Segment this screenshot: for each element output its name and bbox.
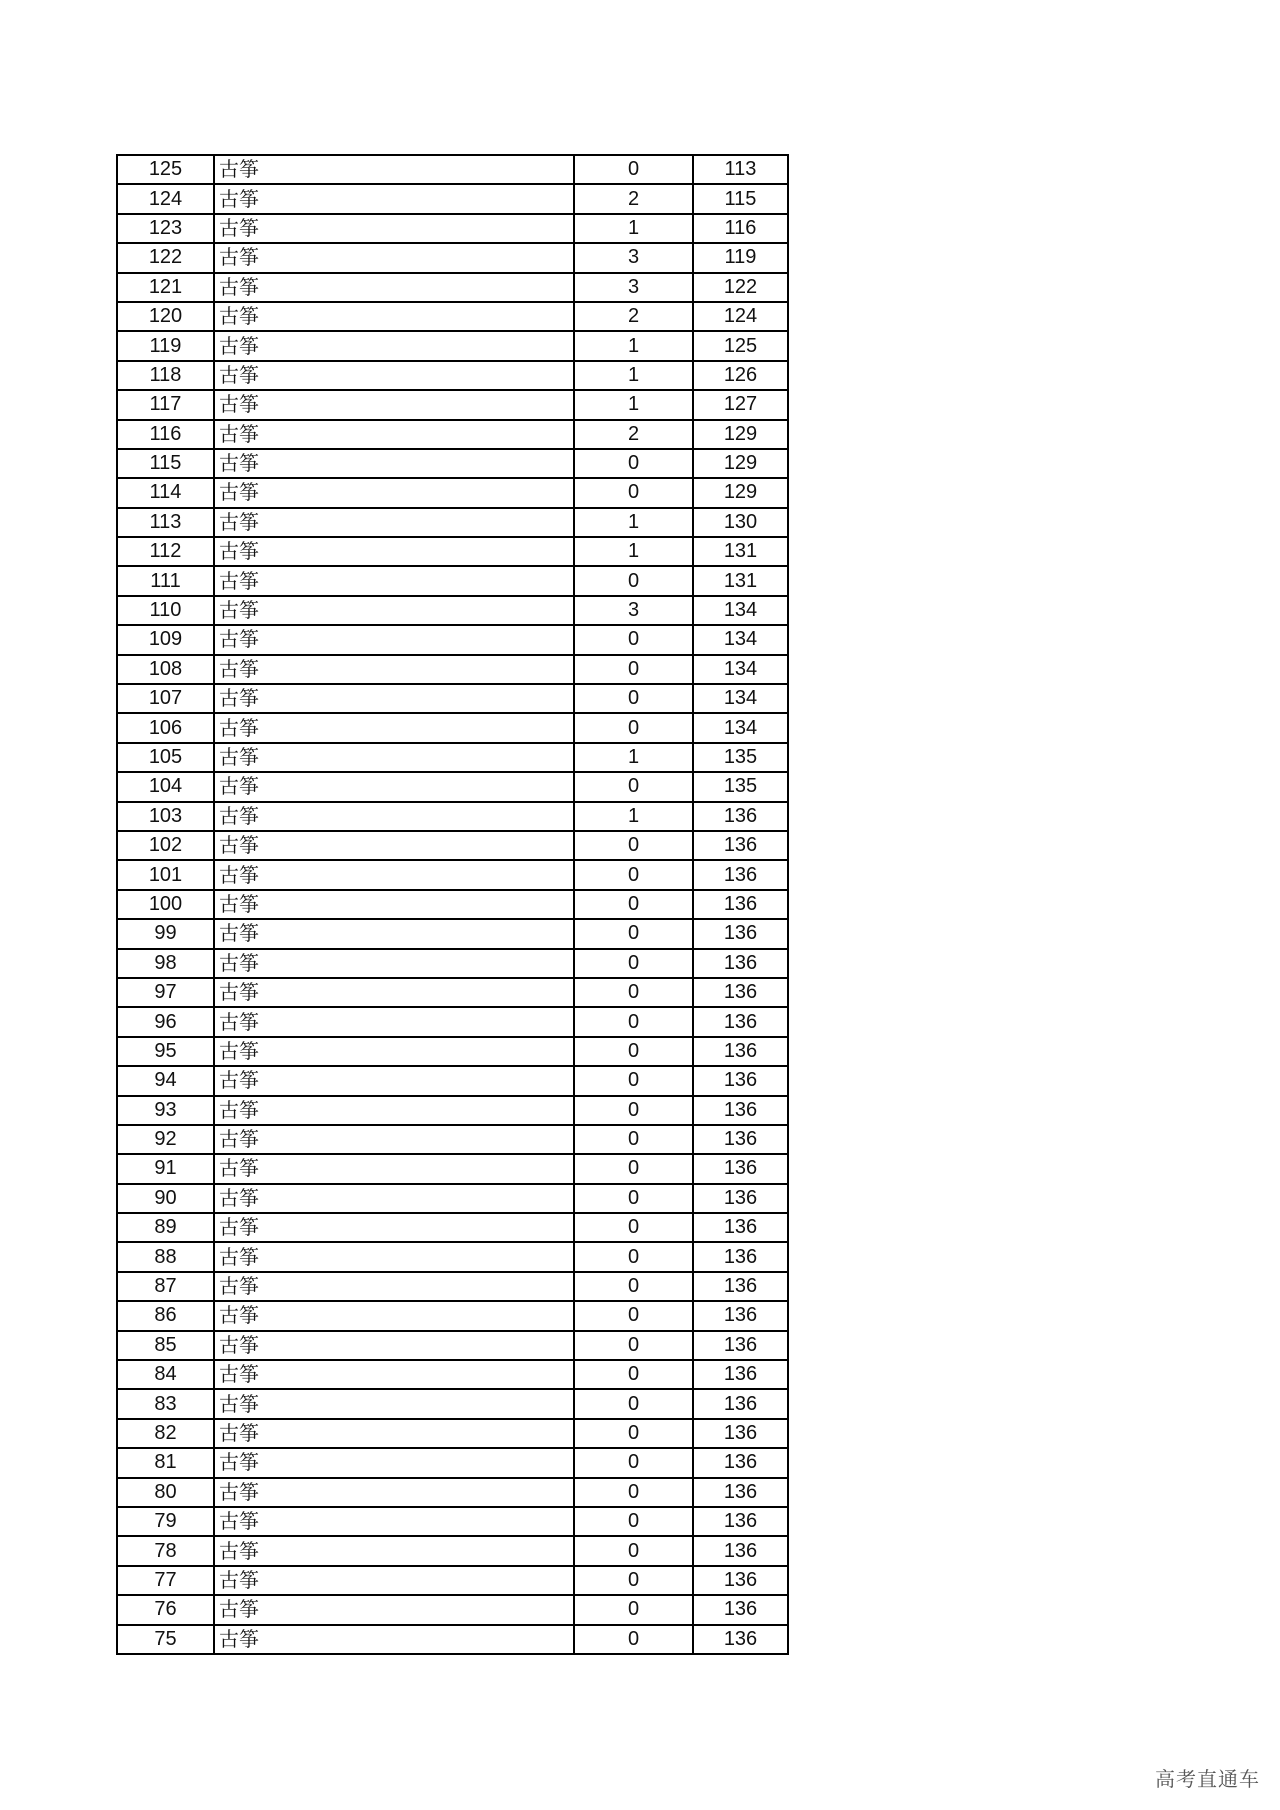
instrument-cell: 古筝 [214, 1272, 574, 1301]
score-cell: 125 [117, 155, 214, 184]
table-row [117, 1360, 788, 1389]
instrument-cell: 古筝 [214, 390, 574, 419]
instrument-cell: 古筝 [214, 155, 574, 184]
count-cell: 0 [574, 1154, 693, 1183]
table-row [117, 1125, 788, 1154]
instrument-cell: 古筝 [214, 1242, 574, 1271]
cumulative-cell: 126 [693, 361, 788, 390]
score-cell: 105 [117, 743, 214, 772]
count-cell: 0 [574, 713, 693, 742]
count-cell: 2 [574, 184, 693, 213]
cumulative-cell: 136 [693, 1007, 788, 1036]
cumulative-cell: 136 [693, 1301, 788, 1330]
table-row [117, 243, 788, 272]
instrument-cell: 古筝 [214, 1360, 574, 1389]
score-cell: 84 [117, 1360, 214, 1389]
table-row [117, 1419, 788, 1448]
count-cell: 1 [574, 361, 693, 390]
count-cell: 0 [574, 1037, 693, 1066]
cumulative-cell: 136 [693, 1331, 788, 1360]
count-cell: 0 [574, 1066, 693, 1095]
instrument-cell: 古筝 [214, 890, 574, 919]
score-cell: 99 [117, 919, 214, 948]
instrument-cell: 古筝 [214, 625, 574, 654]
instrument-cell: 古筝 [214, 1595, 574, 1624]
instrument-cell: 古筝 [214, 831, 574, 860]
count-cell: 3 [574, 596, 693, 625]
instrument-cell: 古筝 [214, 361, 574, 390]
count-cell: 0 [574, 1184, 693, 1213]
instrument-cell: 古筝 [214, 478, 574, 507]
cumulative-cell: 136 [693, 1536, 788, 1565]
score-cell: 79 [117, 1507, 214, 1536]
count-cell: 1 [574, 214, 693, 243]
count-cell: 0 [574, 978, 693, 1007]
cumulative-cell: 122 [693, 273, 788, 302]
instrument-cell: 古筝 [214, 420, 574, 449]
count-cell: 1 [574, 390, 693, 419]
table-row [117, 1507, 788, 1536]
cumulative-cell: 136 [693, 890, 788, 919]
count-cell: 0 [574, 655, 693, 684]
count-cell: 2 [574, 420, 693, 449]
count-cell: 0 [574, 155, 693, 184]
instrument-cell: 古筝 [214, 860, 574, 889]
count-cell: 0 [574, 1331, 693, 1360]
table-row [117, 919, 788, 948]
count-cell: 3 [574, 273, 693, 302]
instrument-cell: 古筝 [214, 1125, 574, 1154]
instrument-cell: 古筝 [214, 508, 574, 537]
score-cell: 112 [117, 537, 214, 566]
table-row [117, 214, 788, 243]
cumulative-cell: 136 [693, 978, 788, 1007]
instrument-cell: 古筝 [214, 331, 574, 360]
count-cell: 0 [574, 1448, 693, 1477]
count-cell: 0 [574, 1389, 693, 1418]
cumulative-cell: 134 [693, 713, 788, 742]
count-cell: 1 [574, 508, 693, 537]
score-cell: 83 [117, 1389, 214, 1418]
count-cell: 1 [574, 331, 693, 360]
score-cell: 115 [117, 449, 214, 478]
cumulative-cell: 136 [693, 1360, 788, 1389]
table-row [117, 831, 788, 860]
score-cell: 106 [117, 713, 214, 742]
count-cell: 0 [574, 1301, 693, 1330]
count-cell: 1 [574, 537, 693, 566]
cumulative-cell: 134 [693, 625, 788, 654]
score-cell: 75 [117, 1625, 214, 1654]
cumulative-cell: 115 [693, 184, 788, 213]
table-row [117, 1478, 788, 1507]
count-cell: 0 [574, 860, 693, 889]
score-cell: 109 [117, 625, 214, 654]
table-row [117, 978, 788, 1007]
cumulative-cell: 136 [693, 831, 788, 860]
score-cell: 113 [117, 508, 214, 537]
instrument-cell: 古筝 [214, 273, 574, 302]
table-row [117, 743, 788, 772]
count-cell: 0 [574, 1242, 693, 1271]
instrument-cell: 古筝 [214, 1096, 574, 1125]
cumulative-cell: 135 [693, 743, 788, 772]
cumulative-cell: 125 [693, 331, 788, 360]
cumulative-cell: 129 [693, 420, 788, 449]
instrument-cell: 古筝 [214, 1566, 574, 1595]
instrument-cell: 古筝 [214, 596, 574, 625]
count-cell: 0 [574, 1536, 693, 1565]
cumulative-cell: 129 [693, 449, 788, 478]
instrument-cell: 古筝 [214, 1448, 574, 1477]
cumulative-cell: 136 [693, 1507, 788, 1536]
cumulative-cell: 136 [693, 1096, 788, 1125]
instrument-cell: 古筝 [214, 214, 574, 243]
cumulative-cell: 135 [693, 772, 788, 801]
score-rows [117, 155, 788, 1654]
cumulative-cell: 134 [693, 655, 788, 684]
score-cell: 80 [117, 1478, 214, 1507]
table-row [117, 537, 788, 566]
cumulative-cell: 136 [693, 919, 788, 948]
table-row [117, 1389, 788, 1418]
score-cell: 101 [117, 860, 214, 889]
table-row [117, 1625, 788, 1654]
score-cell: 103 [117, 802, 214, 831]
count-cell: 0 [574, 890, 693, 919]
table-row [117, 420, 788, 449]
table-row [117, 302, 788, 331]
count-cell: 0 [574, 1360, 693, 1389]
instrument-cell: 古筝 [214, 1389, 574, 1418]
count-cell: 0 [574, 1096, 693, 1125]
score-cell: 81 [117, 1448, 214, 1477]
instrument-cell: 古筝 [214, 1507, 574, 1536]
score-cell: 90 [117, 1184, 214, 1213]
score-cell: 94 [117, 1066, 214, 1095]
instrument-cell: 古筝 [214, 949, 574, 978]
cumulative-cell: 136 [693, 1272, 788, 1301]
cumulative-cell: 116 [693, 214, 788, 243]
score-cell: 114 [117, 478, 214, 507]
instrument-cell: 古筝 [214, 743, 574, 772]
table-row [117, 155, 788, 184]
count-cell: 0 [574, 949, 693, 978]
instrument-cell: 古筝 [214, 772, 574, 801]
cumulative-cell: 119 [693, 243, 788, 272]
instrument-cell: 古筝 [214, 243, 574, 272]
cumulative-cell: 136 [693, 802, 788, 831]
score-table [116, 154, 789, 1655]
score-cell: 87 [117, 1272, 214, 1301]
table-row [117, 1448, 788, 1477]
table-row [117, 860, 788, 889]
watermark-text: 高考直通车 [1155, 1767, 1260, 1791]
instrument-cell: 古筝 [214, 184, 574, 213]
count-cell: 0 [574, 1419, 693, 1448]
cumulative-cell: 136 [693, 1242, 788, 1271]
instrument-cell: 古筝 [214, 1625, 574, 1654]
score-cell: 96 [117, 1007, 214, 1036]
instrument-cell: 古筝 [214, 802, 574, 831]
table-row [117, 1536, 788, 1565]
instrument-cell: 古筝 [214, 1301, 574, 1330]
instrument-cell: 古筝 [214, 919, 574, 948]
cumulative-cell: 136 [693, 1037, 788, 1066]
instrument-cell: 古筝 [214, 1154, 574, 1183]
table-row [117, 390, 788, 419]
score-cell: 119 [117, 331, 214, 360]
cumulative-cell: 136 [693, 949, 788, 978]
count-cell: 0 [574, 566, 693, 595]
score-cell: 93 [117, 1096, 214, 1125]
score-cell: 104 [117, 772, 214, 801]
instrument-cell: 古筝 [214, 684, 574, 713]
count-cell: 0 [574, 478, 693, 507]
cumulative-cell: 130 [693, 508, 788, 537]
score-cell: 92 [117, 1125, 214, 1154]
score-cell: 120 [117, 302, 214, 331]
count-cell: 1 [574, 743, 693, 772]
instrument-cell: 古筝 [214, 302, 574, 331]
table-row [117, 1242, 788, 1271]
instrument-cell: 古筝 [214, 1331, 574, 1360]
cumulative-cell: 136 [693, 1566, 788, 1595]
table-row [117, 1066, 788, 1095]
count-cell: 0 [574, 1007, 693, 1036]
cumulative-cell: 136 [693, 860, 788, 889]
table-row [117, 273, 788, 302]
score-cell: 102 [117, 831, 214, 860]
score-cell: 117 [117, 390, 214, 419]
instrument-cell: 古筝 [214, 449, 574, 478]
score-cell: 123 [117, 214, 214, 243]
score-cell: 82 [117, 1419, 214, 1448]
cumulative-cell: 136 [693, 1625, 788, 1654]
table-row [117, 331, 788, 360]
table-row [117, 1213, 788, 1242]
score-cell: 86 [117, 1301, 214, 1330]
instrument-cell: 古筝 [214, 978, 574, 1007]
table-row [117, 478, 788, 507]
instrument-cell: 古筝 [214, 1066, 574, 1095]
table-row [117, 890, 788, 919]
instrument-cell: 古筝 [214, 1007, 574, 1036]
table-row [117, 508, 788, 537]
cumulative-cell: 136 [693, 1419, 788, 1448]
score-cell: 111 [117, 566, 214, 595]
table-row [117, 684, 788, 713]
score-cell: 78 [117, 1536, 214, 1565]
instrument-cell: 古筝 [214, 655, 574, 684]
score-cell: 85 [117, 1331, 214, 1360]
count-cell: 0 [574, 1595, 693, 1624]
instrument-cell: 古筝 [214, 1184, 574, 1213]
score-cell: 122 [117, 243, 214, 272]
table-row [117, 1566, 788, 1595]
table-row [117, 1301, 788, 1330]
cumulative-cell: 136 [693, 1213, 788, 1242]
instrument-cell: 古筝 [214, 537, 574, 566]
cumulative-cell: 134 [693, 684, 788, 713]
instrument-cell: 古筝 [214, 1037, 574, 1066]
cumulative-cell: 134 [693, 596, 788, 625]
cumulative-cell: 124 [693, 302, 788, 331]
instrument-cell: 古筝 [214, 566, 574, 595]
score-cell: 76 [117, 1595, 214, 1624]
cumulative-cell: 136 [693, 1448, 788, 1477]
count-cell: 0 [574, 1625, 693, 1654]
table-row [117, 1037, 788, 1066]
cumulative-cell: 136 [693, 1478, 788, 1507]
count-cell: 1 [574, 802, 693, 831]
cumulative-cell: 136 [693, 1184, 788, 1213]
cumulative-cell: 113 [693, 155, 788, 184]
count-cell: 3 [574, 243, 693, 272]
cumulative-cell: 136 [693, 1389, 788, 1418]
table-row [117, 655, 788, 684]
score-cell: 110 [117, 596, 214, 625]
table-row [117, 1007, 788, 1036]
score-cell: 116 [117, 420, 214, 449]
table-row [117, 361, 788, 390]
table-row [117, 713, 788, 742]
cumulative-cell: 136 [693, 1125, 788, 1154]
count-cell: 0 [574, 1566, 693, 1595]
score-cell: 121 [117, 273, 214, 302]
table-row [117, 802, 788, 831]
score-cell: 88 [117, 1242, 214, 1271]
score-cell: 95 [117, 1037, 214, 1066]
score-cell: 100 [117, 890, 214, 919]
table-row [117, 596, 788, 625]
instrument-cell: 古筝 [214, 1478, 574, 1507]
instrument-cell: 古筝 [214, 1419, 574, 1448]
count-cell: 0 [574, 919, 693, 948]
table-row [117, 949, 788, 978]
cumulative-cell: 131 [693, 566, 788, 595]
count-cell: 0 [574, 625, 693, 654]
table-row [117, 1184, 788, 1213]
score-cell: 89 [117, 1213, 214, 1242]
score-cell: 77 [117, 1566, 214, 1595]
cumulative-cell: 127 [693, 390, 788, 419]
instrument-cell: 古筝 [214, 1213, 574, 1242]
table-row [117, 1331, 788, 1360]
count-cell: 2 [574, 302, 693, 331]
cumulative-cell: 131 [693, 537, 788, 566]
count-cell: 0 [574, 1213, 693, 1242]
count-cell: 0 [574, 1272, 693, 1301]
table-row [117, 1272, 788, 1301]
score-cell: 107 [117, 684, 214, 713]
score-cell: 91 [117, 1154, 214, 1183]
table-row [117, 1154, 788, 1183]
score-cell: 98 [117, 949, 214, 978]
score-cell: 124 [117, 184, 214, 213]
cumulative-cell: 136 [693, 1066, 788, 1095]
table-row [117, 184, 788, 213]
cumulative-cell: 129 [693, 478, 788, 507]
count-cell: 0 [574, 1507, 693, 1536]
count-cell: 0 [574, 684, 693, 713]
count-cell: 0 [574, 772, 693, 801]
count-cell: 0 [574, 449, 693, 478]
count-cell: 0 [574, 831, 693, 860]
score-cell: 97 [117, 978, 214, 1007]
table-row [117, 772, 788, 801]
instrument-cell: 古筝 [214, 713, 574, 742]
cumulative-cell: 136 [693, 1154, 788, 1183]
table-row [117, 1595, 788, 1624]
table-row [117, 1096, 788, 1125]
cumulative-cell: 136 [693, 1595, 788, 1624]
score-cell: 108 [117, 655, 214, 684]
table-row [117, 566, 788, 595]
table-row [117, 625, 788, 654]
instrument-cell: 古筝 [214, 1536, 574, 1565]
score-cell: 118 [117, 361, 214, 390]
table-row [117, 449, 788, 478]
count-cell: 0 [574, 1478, 693, 1507]
count-cell: 0 [574, 1125, 693, 1154]
